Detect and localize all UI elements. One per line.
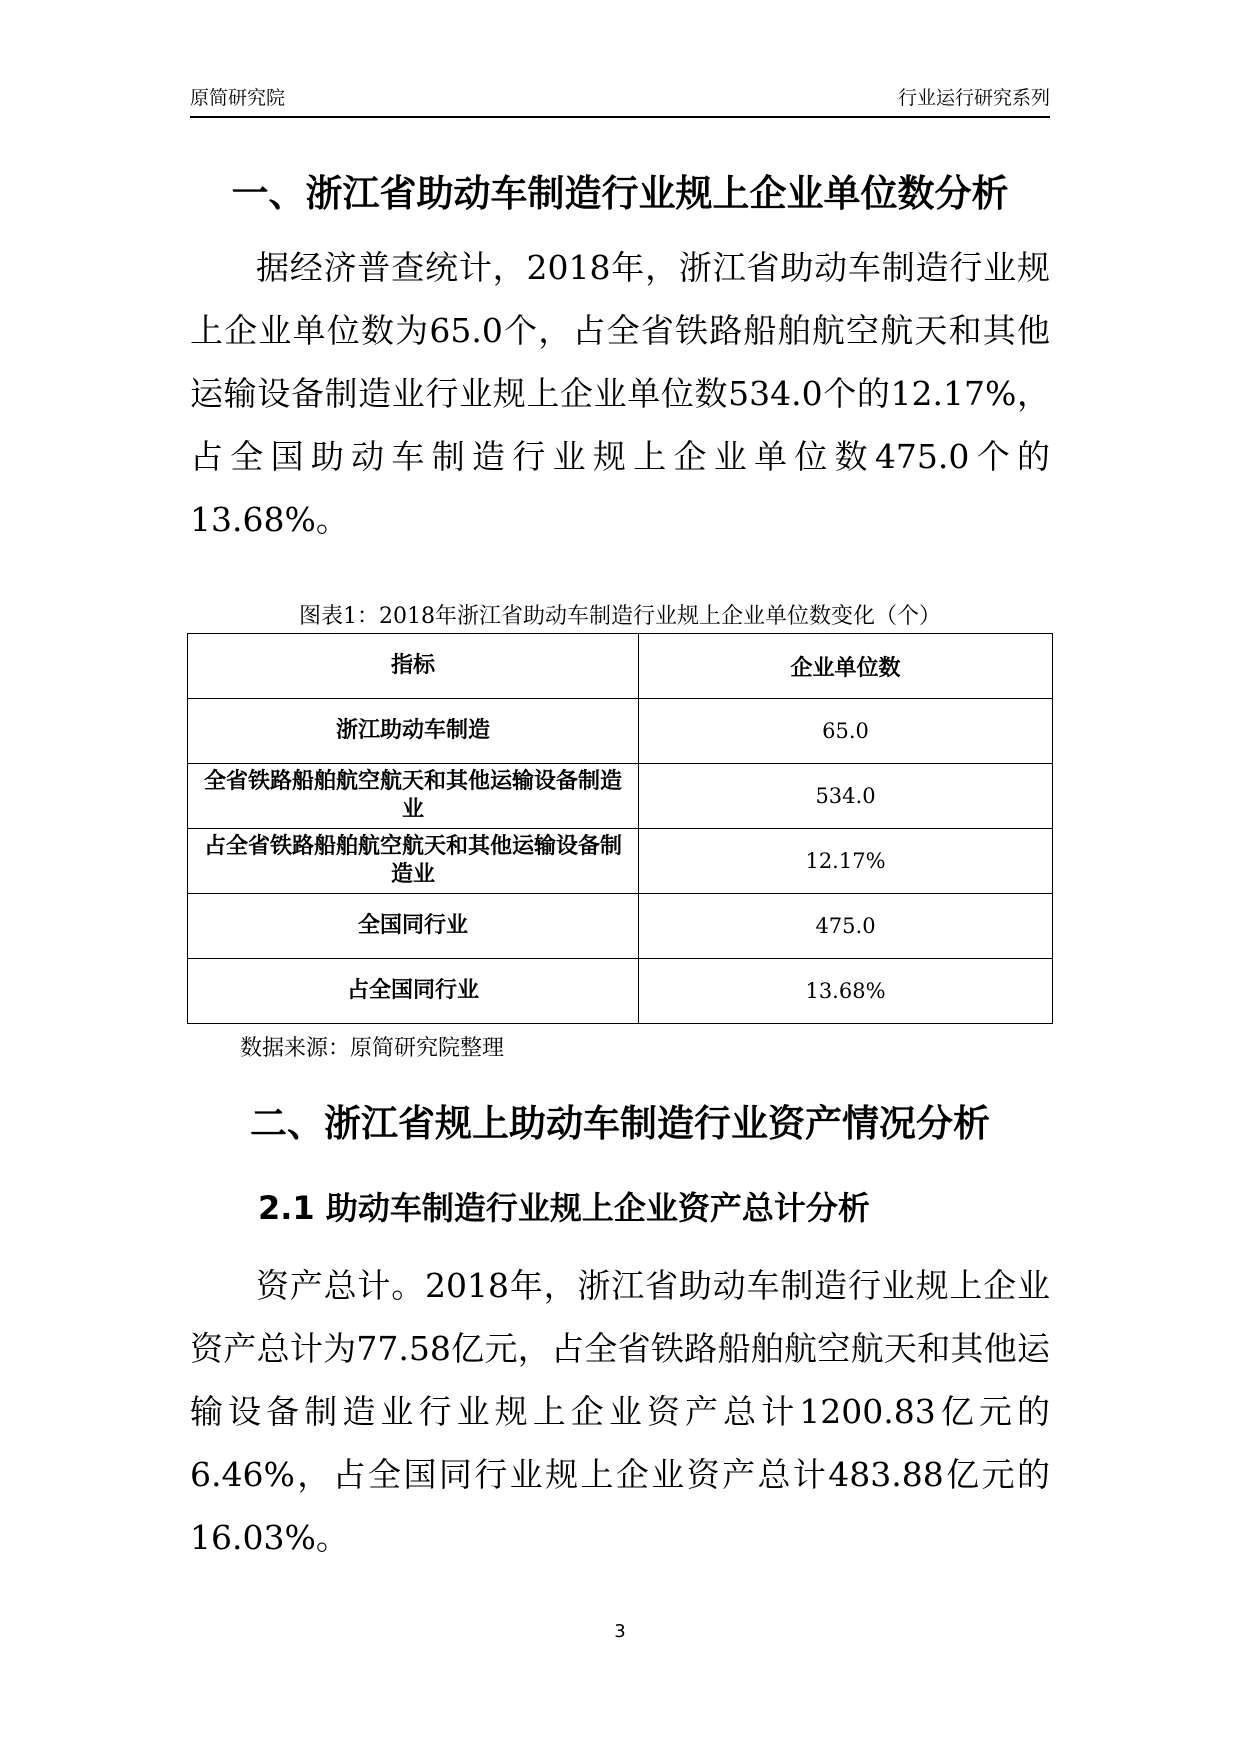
table-row xyxy=(188,829,1053,894)
table-cell-label: 全省铁路船舶航空航天和其他运输设备制造业 xyxy=(188,764,639,829)
table-cell-label: 占全国同行业 xyxy=(188,959,639,1024)
header-org-name: 原简研究院 xyxy=(190,87,286,109)
section-2-heading: 二、浙江省规上助动车制造行业资产情况分析 xyxy=(250,1102,990,1145)
table-1-source: 数据来源：原简研究院整理 xyxy=(240,1036,505,1061)
table-cell-label: 全国同行业 xyxy=(188,894,639,959)
section-1-heading: 一、浙江省助动车制造行业规上企业单位数分析 xyxy=(231,172,1009,215)
table-row xyxy=(188,959,1053,1024)
table-cell-value: 534.0 xyxy=(639,764,1053,829)
header-divider xyxy=(190,116,1050,118)
table-row xyxy=(188,699,1053,764)
table-cell-value: 13.68% xyxy=(639,959,1053,1024)
table-cell-value: 12.17% xyxy=(639,829,1053,894)
header-series-name: 行业运行研究系列 xyxy=(897,87,1050,109)
page-number: 3 xyxy=(614,1621,626,1642)
table-cell-label: 浙江助动车制造 xyxy=(188,699,639,764)
table-header-unit-count: 企业单位数 xyxy=(639,634,1053,699)
table-row xyxy=(188,894,1053,959)
table-header-indicator: 指标 xyxy=(188,634,639,699)
subsection-2-1-heading: 2.1 助动车制造行业规上企业资产总计分析 xyxy=(258,1189,870,1227)
table-cell-value: 65.0 xyxy=(639,699,1053,764)
table-1-caption: 图表1：2018年浙江省助动车制造行业规上企业单位数变化（个） xyxy=(299,604,941,629)
table-row xyxy=(188,764,1053,829)
section-1-paragraph: 据经济普查统计，2018年，浙江省助动车制造行业规上企业单位数为65.0个，占全省铁路船舶航空航天和其他运输设备制造业行业规上企业单位数534.0个的12.17%，占全国助动车制造行业规上企业单位数475.0个的13.68%。 xyxy=(190,248,1050,539)
subsection-2-1-paragraph: 资产总计。2018年，浙江省助动车制造行业规上企业资产总计为77.58亿元，占全省铁路船舶航空航天和其他运输设备制造业行业规上企业资产总计1200.83亿元的6.46%，占全国同行业规上企业资产总计483.88亿元的16.03%。 xyxy=(190,1266,1050,1557)
table-cell-label: 占全省铁路船舶航空航天和其他运输设备制造业 xyxy=(188,829,639,894)
table-header-row xyxy=(188,634,1053,699)
table-1 xyxy=(187,633,1053,1024)
table-cell-value: 475.0 xyxy=(639,894,1053,959)
